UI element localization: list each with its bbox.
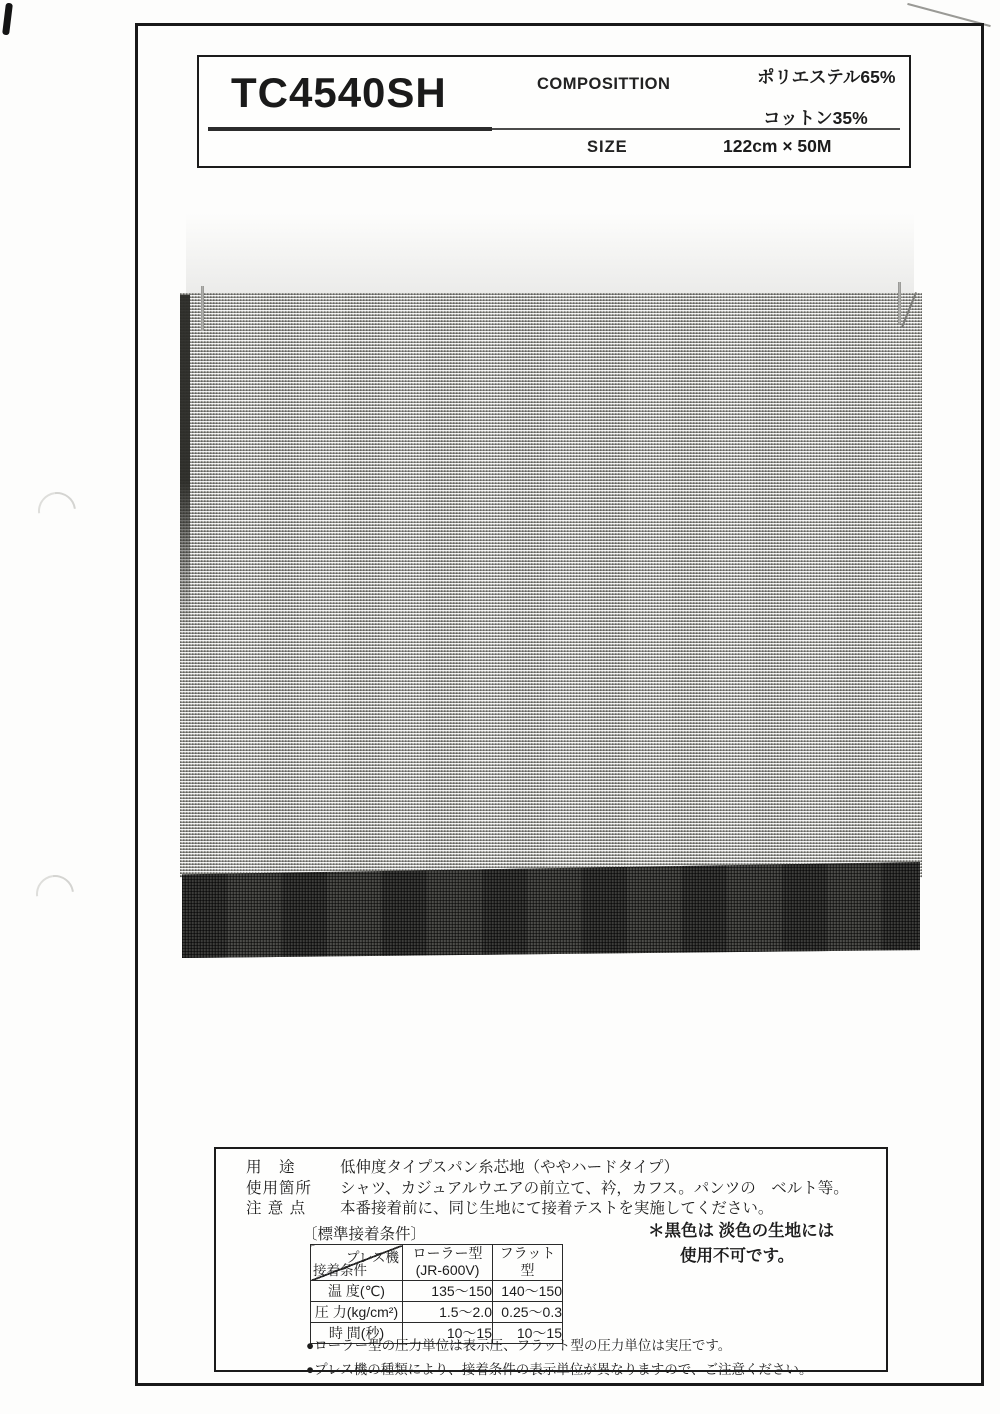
temperature-flat-value: 140〜150 [493,1281,563,1302]
temperature-roller-value: 135〜150 [403,1281,493,1302]
roller-type-name: ローラー型 [412,1245,483,1261]
table-row-temperature [311,1281,563,1302]
punch-hole-bottom [28,867,81,920]
pressure-label: 圧 力(kg/cm²) [311,1302,403,1323]
temperature-label: 温 度(℃) [311,1281,403,1302]
black-color-note [648,1219,834,1269]
time-flat-value: 10〜15 [493,1323,563,1344]
table-row-pressure [311,1302,563,1323]
usage-row-text: 低伸度タイプスパン糸芯地（ややハードタイプ） [340,1159,679,1176]
footnote-press-machine: ●プレス機の種類により、接着条件の表示単位が異なりますので、ご注意ください。 [306,1362,813,1377]
table-header-row [311,1245,563,1281]
usage-row-application [246,1179,876,1200]
press-conditions-table [310,1244,563,1344]
footnotes [306,1334,812,1382]
swatch-scan-shadow [186,213,914,295]
composition-label: COMPOSITTION [537,75,671,93]
staple-left [201,286,204,331]
corner-bonding-conditions-label: 接着条件 [313,1263,367,1278]
info-box [214,1147,888,1377]
pressure-roller-value: 1.5〜2.0 [403,1302,493,1323]
composition-value-cotton: コットン35% [763,108,868,128]
size-value: 122cm × 50M [723,136,832,156]
title-underline-thick [208,127,492,131]
composition-value-polyester: ポリエステル65% [757,67,896,87]
scan-corner-mark [2,3,13,36]
roller-type-model: (JR-600V) [415,1262,480,1278]
flat-type-header: フラット型 [493,1245,563,1281]
header-box [197,55,911,168]
staple-right [898,282,901,324]
corner-press-machine-label: プレス機 [345,1250,399,1265]
fabric-left-selvage [180,295,190,635]
usage-row-caution [246,1199,876,1220]
time-roller-value: 10〜15 [403,1323,493,1344]
time-label: 時 間(秒) [311,1323,403,1344]
usage-row-text: シャツ、カジュアルウエアの前立て、衿，カフス。パンツの ベルト等。 [340,1179,849,1197]
table-corner-cell [311,1245,403,1281]
usage-row-label: 用 途 [246,1159,296,1176]
footnote-pressure-units: ●ローラー型の圧力単位は表示圧、フラット型の圧力単位は実圧です。 [306,1338,732,1353]
usage-rows [246,1158,876,1220]
pressure-flat-value: 0.25〜0.3 [493,1302,563,1323]
black-color-note-line2: 使用不可です。 [680,1247,795,1265]
punch-hole-top [30,484,83,537]
size-label: SIZE [587,138,628,156]
fabric-swatch-gray [180,293,922,878]
usage-row-label: 使用箇所 [246,1179,313,1197]
black-color-note-line1: ＊黒色は 淡色の生地には [648,1222,835,1240]
product-code: TC4540SH [231,69,447,116]
usage-row-label: 注 意 点 [246,1200,307,1217]
fabric-swatch [180,293,922,960]
usage-row-purpose [246,1158,876,1179]
usage-row-text: 本番接着前に、同じ生地にて接着テストを実施してください。 [340,1200,774,1217]
bonding-conditions-title: 〔標準接着条件〕 [302,1226,427,1243]
roller-type-header [403,1245,493,1281]
